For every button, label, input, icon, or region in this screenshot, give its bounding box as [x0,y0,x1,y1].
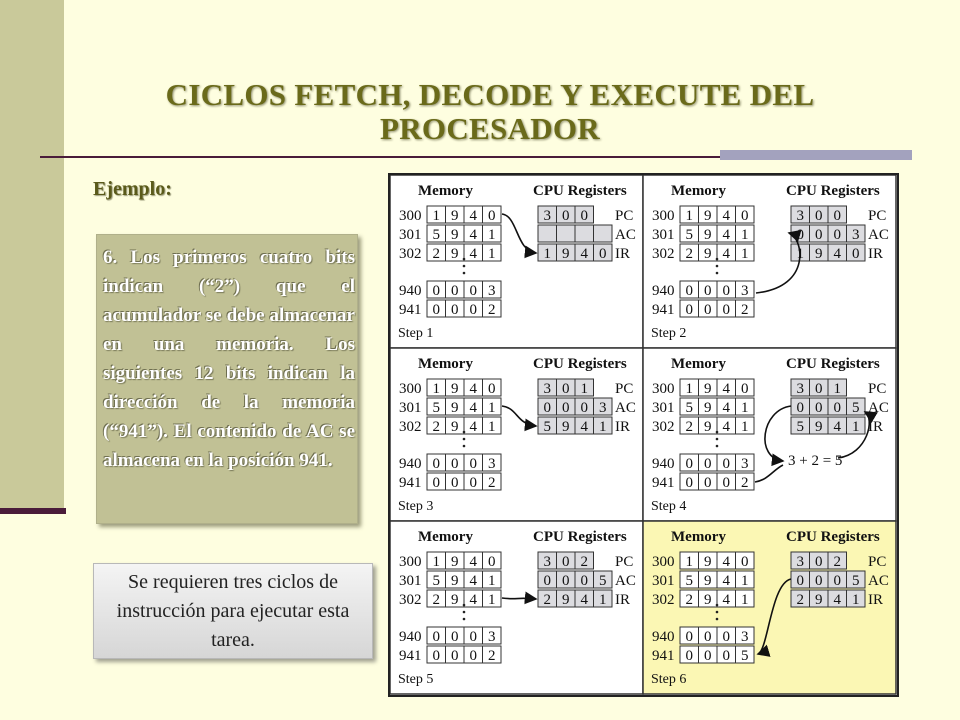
memory-digit: 3 [741,283,749,299]
register-digit: 4 [580,592,588,608]
memory-digit: 0 [722,629,730,645]
memory-address: 941 [652,648,675,664]
memory-address: 301 [399,400,422,416]
ellipsis-dot [463,438,466,441]
memory-digit: 0 [704,648,712,664]
register-digit: 5 [852,400,860,416]
memory-digit: 0 [685,629,693,645]
register-digit: 3 [543,381,551,397]
register-digit: 1 [543,246,551,262]
register-digit: 0 [852,246,860,262]
register-digit: 3 [796,208,804,224]
memory-digit: 4 [469,381,477,397]
register-name: PC [868,208,887,224]
ellipsis-dot [463,611,466,614]
memory-digit: 0 [741,381,749,397]
memory-digit: 0 [451,302,459,318]
memory-address: 302 [652,592,675,608]
memory-digit: 0 [451,648,459,664]
memory-digit: 2 [741,302,749,318]
ellipsis-dot [463,265,466,268]
memory-address: 941 [399,302,422,318]
step-label: Step 6 [651,672,687,687]
memory-digit: 9 [451,592,459,608]
memory-digit: 0 [432,648,440,664]
memory-digit: 4 [469,554,477,570]
register-digit: 5 [852,573,860,589]
step-label: Step 1 [398,326,434,341]
memory-address: 302 [652,246,675,262]
register-digit: 3 [543,554,551,570]
memory-digit: 4 [722,592,730,608]
ellipsis-dot [463,618,466,621]
memory-heading: Memory [671,529,726,545]
memory-digit: 0 [741,554,749,570]
register-digit: 1 [796,246,804,262]
memory-digit: 4 [469,227,477,243]
memory-digit: 3 [488,629,496,645]
register-digit: 2 [580,554,588,570]
register-name: PC [615,381,634,397]
register-digit: 0 [562,381,570,397]
ellipsis-dot [716,438,719,441]
memory-digit: 0 [722,456,730,472]
step-description-box: 6. Los primeros cuatro bits indican (“2”) que el acumulador se debe almacenar en una memoria. Los siguientes 12 bits indican la dirección de la memoria (“941”). El contenido de AC se almacena en la posición 941. [96,234,358,524]
memory-digit: 9 [704,246,712,262]
register-digit: 4 [580,246,588,262]
register-digit: 0 [543,573,551,589]
cpu-registers-heading: CPU Registers [533,529,627,545]
memory-digit: 0 [469,302,477,318]
memory-digit: 2 [741,475,749,491]
register-digit: 0 [796,400,804,416]
register-name: IR [868,592,883,608]
register-digit: 0 [562,400,570,416]
cpu-registers-heading: CPU Registers [786,529,880,545]
step-label: Step 3 [398,499,434,514]
register-digit: 0 [580,573,588,589]
cpu-registers-heading: CPU Registers [533,183,627,199]
register-name: IR [868,419,883,435]
memory-digit: 4 [469,573,477,589]
memory-address: 940 [652,629,675,645]
register-cell [538,225,557,242]
memory-digit: 1 [741,592,749,608]
step-panel-2 [643,175,896,348]
memory-digit: 0 [704,629,712,645]
ellipsis-dot [463,445,466,448]
memory-heading: Memory [418,529,473,545]
memory-address: 300 [399,554,422,570]
step-panel-5 [390,521,643,694]
memory-digit: 0 [469,283,477,299]
memory-digit: 9 [451,400,459,416]
memory-digit: 2 [685,246,693,262]
register-digit: 0 [580,208,588,224]
register-digit: 5 [599,573,607,589]
register-name: PC [615,208,634,224]
register-digit: 0 [796,573,804,589]
memory-digit: 4 [469,419,477,435]
memory-digit: 0 [685,475,693,491]
register-name: AC [615,400,636,416]
memory-digit: 0 [469,629,477,645]
memory-digit: 5 [432,573,440,589]
register-name: AC [868,573,889,589]
memory-digit: 9 [451,381,459,397]
memory-digit: 5 [432,227,440,243]
step-panel-6 [643,521,896,694]
register-digit: 1 [599,419,607,435]
memory-digit: 2 [488,302,496,318]
register-digit: 1 [852,592,860,608]
ellipsis-dot [463,431,466,434]
ellipsis-dot [463,604,466,607]
cpu-registers-heading: CPU Registers [786,356,880,372]
register-digit: 2 [543,592,551,608]
register-digit: 9 [815,246,823,262]
register-name: AC [615,573,636,589]
memory-digit: 1 [488,592,496,608]
memory-digit: 0 [488,208,496,224]
memory-heading: Memory [418,183,473,199]
memory-digit: 9 [704,227,712,243]
memory-digit: 0 [469,456,477,472]
register-name: PC [868,554,887,570]
ellipsis-dot [716,272,719,275]
memory-address: 941 [399,648,422,664]
memory-digit: 4 [722,554,730,570]
register-digit: 1 [833,381,841,397]
ellipsis-dot [463,272,466,275]
register-digit: 2 [833,554,841,570]
register-digit: 1 [580,381,588,397]
memory-digit: 1 [741,246,749,262]
register-digit: 9 [562,246,570,262]
memory-digit: 0 [722,302,730,318]
register-name: AC [615,227,636,243]
register-digit: 0 [562,208,570,224]
ellipsis-dot [716,258,719,261]
memory-heading: Memory [671,183,726,199]
memory-digit: 3 [488,456,496,472]
memory-digit: 4 [722,381,730,397]
register-digit: 0 [815,381,823,397]
ellipsis-dot [716,611,719,614]
memory-address: 301 [399,573,422,589]
memory-digit: 0 [432,283,440,299]
memory-digit: 1 [685,208,693,224]
addition-annotation: 3 + 2 = 5 [788,453,843,469]
register-digit: 0 [815,400,823,416]
register-digit: 0 [833,227,841,243]
memory-digit: 4 [469,208,477,224]
memory-digit: 0 [704,456,712,472]
memory-digit: 9 [704,573,712,589]
memory-address: 941 [652,475,675,491]
ellipsis-dot [716,445,719,448]
memory-digit: 4 [722,246,730,262]
memory-digit: 9 [704,592,712,608]
memory-digit: 2 [685,592,693,608]
memory-digit: 9 [704,400,712,416]
register-name: IR [615,419,630,435]
ellipsis-dot [716,265,719,268]
left-bar-underline [0,508,66,514]
register-digit: 4 [833,246,841,262]
memory-digit: 0 [704,302,712,318]
register-digit: 0 [543,400,551,416]
ellipsis-dot [716,431,719,434]
memory-digit: 2 [432,419,440,435]
memory-digit: 0 [741,208,749,224]
register-digit: 4 [833,419,841,435]
memory-address: 300 [399,381,422,397]
memory-address: 300 [652,208,675,224]
register-digit: 0 [599,246,607,262]
memory-digit: 3 [741,629,749,645]
register-name: PC [868,381,887,397]
memory-digit: 0 [685,283,693,299]
note-box: Se requieren tres ciclos de instrucción para ejecutar esta tarea. [93,563,373,659]
memory-digit: 0 [432,456,440,472]
memory-digit: 0 [685,648,693,664]
memory-digit: 0 [488,554,496,570]
register-digit: 1 [852,419,860,435]
memory-digit: 2 [432,592,440,608]
memory-digit: 0 [469,648,477,664]
diagram-canvas [390,175,897,695]
register-digit: 3 [852,227,860,243]
memory-address: 940 [652,283,675,299]
memory-digit: 1 [488,573,496,589]
memory-heading: Memory [671,356,726,372]
memory-digit: 2 [432,246,440,262]
memory-digit: 4 [722,208,730,224]
memory-address: 940 [399,283,422,299]
register-digit: 9 [815,419,823,435]
step-label: Step 2 [651,326,687,341]
register-digit: 5 [796,419,804,435]
memory-digit: 9 [451,573,459,589]
memory-address: 941 [652,302,675,318]
register-digit: 3 [796,554,804,570]
memory-digit: 5 [432,400,440,416]
memory-digit: 5 [741,648,749,664]
register-name: IR [615,246,630,262]
step-panel-4 [643,348,896,521]
memory-digit: 4 [722,419,730,435]
memory-digit: 1 [488,227,496,243]
memory-digit: 9 [704,554,712,570]
memory-heading: Memory [418,356,473,372]
register-cell [575,225,594,242]
memory-digit: 4 [469,246,477,262]
memory-digit: 4 [469,592,477,608]
example-label: Ejemplo: [93,178,172,200]
memory-digit: 4 [722,400,730,416]
memory-address: 300 [399,208,422,224]
memory-digit: 0 [469,475,477,491]
memory-address: 301 [652,573,675,589]
memory-address: 301 [652,227,675,243]
memory-digit: 9 [451,246,459,262]
memory-digit: 0 [722,475,730,491]
memory-digit: 9 [451,554,459,570]
memory-address: 301 [399,227,422,243]
register-digit: 0 [815,208,823,224]
register-name: IR [615,592,630,608]
memory-digit: 0 [432,302,440,318]
register-name: IR [868,246,883,262]
memory-digit: 0 [451,456,459,472]
step-panel-1 [390,175,643,348]
ellipsis-dot [716,604,719,607]
register-digit: 0 [833,400,841,416]
memory-digit: 1 [685,381,693,397]
register-digit: 0 [815,227,823,243]
memory-digit: 1 [488,246,496,262]
memory-digit: 9 [451,419,459,435]
memory-address: 300 [652,381,675,397]
memory-digit: 0 [451,475,459,491]
cpu-registers-heading: CPU Registers [533,356,627,372]
memory-digit: 9 [451,227,459,243]
ellipsis-dot [716,618,719,621]
register-digit: 3 [543,208,551,224]
register-name: AC [868,227,889,243]
memory-digit: 2 [488,648,496,664]
memory-address: 302 [399,419,422,435]
memory-digit: 2 [685,419,693,435]
register-name: AC [868,400,889,416]
register-digit: 9 [562,592,570,608]
memory-digit: 9 [451,208,459,224]
memory-digit: 0 [432,629,440,645]
memory-address: 302 [652,419,675,435]
memory-address: 940 [399,456,422,472]
register-name: PC [615,554,634,570]
register-digit: 3 [796,381,804,397]
memory-digit: 0 [451,629,459,645]
register-digit: 2 [796,592,804,608]
memory-digit: 4 [722,573,730,589]
register-digit: 4 [580,419,588,435]
memory-digit: 1 [741,573,749,589]
memory-address: 940 [399,629,422,645]
title-accent-bar [720,150,912,160]
memory-digit: 1 [432,208,440,224]
memory-digit: 5 [685,227,693,243]
memory-digit: 0 [451,283,459,299]
memory-digit: 9 [704,419,712,435]
memory-digit: 1 [741,400,749,416]
register-digit: 9 [815,592,823,608]
memory-digit: 4 [469,400,477,416]
step-label: Step 4 [651,499,687,514]
memory-digit: 0 [722,648,730,664]
memory-digit: 5 [685,573,693,589]
memory-address: 941 [399,475,422,491]
step-label: Step 5 [398,672,434,687]
register-digit: 4 [833,592,841,608]
memory-address: 300 [652,554,675,570]
fetch-execute-diagram [388,173,899,697]
memory-digit: 4 [722,227,730,243]
memory-digit: 1 [432,381,440,397]
memory-address: 940 [652,456,675,472]
memory-digit: 9 [704,208,712,224]
memory-digit: 1 [685,554,693,570]
memory-digit: 1 [432,554,440,570]
register-digit: 9 [562,419,570,435]
ellipsis-dot [463,258,466,261]
left-decorative-bar [0,0,64,512]
memory-digit: 0 [488,381,496,397]
memory-digit: 3 [741,456,749,472]
fetch-arrow [502,598,536,599]
register-digit: 0 [562,554,570,570]
memory-address: 301 [652,400,675,416]
memory-digit: 1 [488,400,496,416]
memory-digit: 3 [488,283,496,299]
memory-digit: 2 [488,475,496,491]
register-cell [557,225,576,242]
register-digit: 0 [580,400,588,416]
memory-digit: 0 [704,283,712,299]
register-digit: 3 [599,400,607,416]
memory-digit: 9 [704,381,712,397]
register-cell [594,225,613,242]
register-digit: 0 [833,208,841,224]
register-digit: 0 [815,573,823,589]
register-digit: 0 [815,554,823,570]
register-digit: 5 [543,419,551,435]
memory-digit: 1 [741,419,749,435]
memory-digit: 0 [704,475,712,491]
register-digit: 0 [833,573,841,589]
memory-digit: 0 [432,475,440,491]
memory-digit: 0 [722,283,730,299]
register-digit: 0 [796,227,804,243]
memory-digit: 1 [488,419,496,435]
cpu-registers-heading: CPU Registers [786,183,880,199]
register-digit: 1 [599,592,607,608]
step-panel-3 [390,348,643,521]
memory-address: 302 [399,246,422,262]
memory-digit: 5 [685,400,693,416]
slide-title: CICLOS FETCH, DECODE Y EXECUTE DEL PROCESADOR [165,77,815,146]
register-digit: 0 [562,573,570,589]
memory-address: 302 [399,592,422,608]
memory-digit: 1 [741,227,749,243]
memory-digit: 0 [685,456,693,472]
memory-digit: 0 [685,302,693,318]
